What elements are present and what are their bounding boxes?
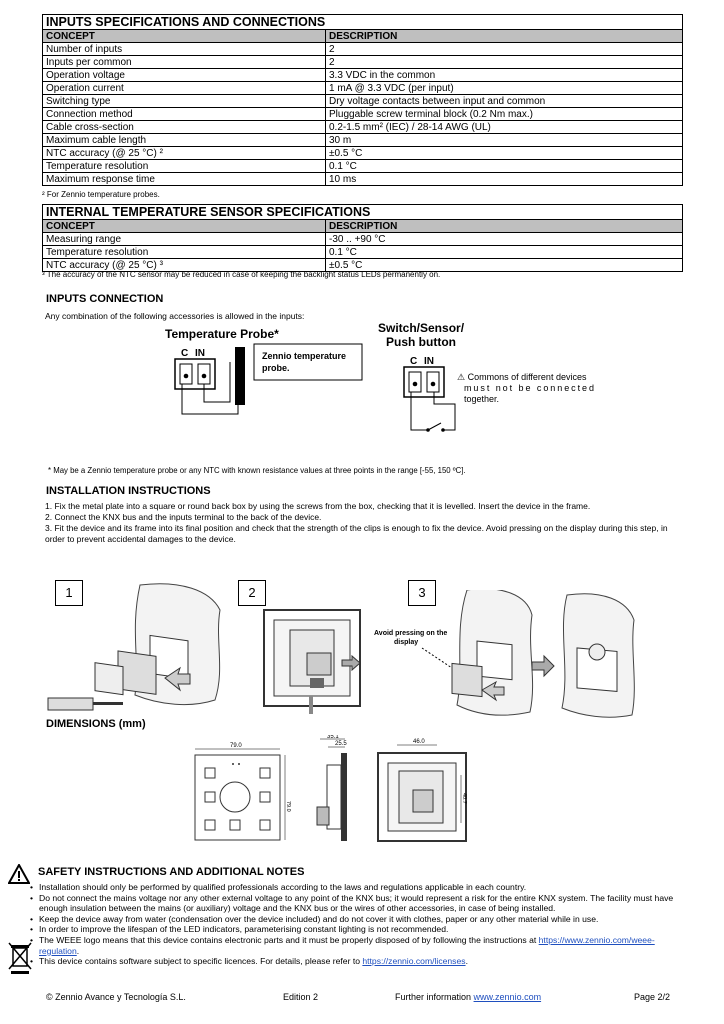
safety-list xyxy=(34,882,688,967)
inputs-connection-heading: INPUTS CONNECTION xyxy=(46,293,164,305)
switch-icon xyxy=(428,423,441,430)
safety-heading: SAFETY INSTRUCTIONS AND ADDITIONAL NOTES xyxy=(38,866,305,878)
dimensions-heading: DIMENSIONS (mm) xyxy=(46,718,146,730)
table-row xyxy=(43,121,683,134)
inputs-connection-intro: Any combination of the following accessories is allowed in the inputs: xyxy=(45,311,305,321)
svg-text:IN: IN xyxy=(424,356,434,367)
cell: ±0.5 °C xyxy=(326,259,683,272)
inputs-footnote: ² For Zennio temperature probes. xyxy=(42,190,160,199)
back-height: 40.7 xyxy=(461,793,467,804)
side-total: 35.1 xyxy=(327,735,339,740)
installation-step-3: 3. Fit the device and its frame into its final position and check that the strength of the clips is enough to fix the device. Avoid pressing on the display during this step, in order to prevent accidental damages to the device. xyxy=(45,523,668,544)
probe-title: Temperature Probe* xyxy=(165,327,279,341)
list-item: • This device contains software subject to specific licences. For details, please refer to https://zennio.com/licenses. xyxy=(34,956,688,967)
probe-box-line1: Zennio temperature xyxy=(262,351,347,361)
cell: Inputs per common xyxy=(43,56,326,69)
arrow-icon xyxy=(532,656,554,676)
weee-text: The WEEE logo means that this device contains electronic parts and it must be properly disposed of by following the instructions at xyxy=(39,934,537,945)
inputs-spec-table xyxy=(42,14,683,186)
list-item: • Keep the device away from water (condensation over the device included) and do not cover it with clothes, paper or any other material while in use. xyxy=(34,914,688,925)
footer-company: © Zennio Avance y Tecnología S.L. xyxy=(46,992,186,1002)
installation-figure-3 xyxy=(372,590,672,730)
installation-heading: INSTALLATION INSTRUCTIONS xyxy=(46,485,211,497)
cell: Temperature resolution xyxy=(43,160,326,173)
table-row xyxy=(43,147,683,160)
weee-link[interactable]: https://www.zennio.com/weee-regulation xyxy=(39,934,655,956)
wiring-diagram xyxy=(160,322,630,452)
cell: NTC accuracy (@ 25 °C) ³ xyxy=(43,259,326,272)
cell: 30 m xyxy=(326,134,683,147)
cell: Cable cross-section xyxy=(43,121,326,134)
svg-text:C: C xyxy=(410,356,418,367)
footer-further-label: Further information xyxy=(395,992,472,1002)
cell: Connection method xyxy=(43,108,326,121)
licence-text: This device contains software subject to specific licences. For details, please refer to xyxy=(39,956,360,967)
warning-icon xyxy=(8,864,30,884)
weee-bin-icon xyxy=(8,942,32,974)
front-height: 79.0 xyxy=(285,801,291,812)
cell: Temperature resolution xyxy=(43,246,326,259)
avoid-pressing-line2: display xyxy=(394,639,419,646)
table-row xyxy=(43,69,683,82)
dimensions-drawing xyxy=(185,735,485,855)
footer-further xyxy=(395,992,541,1002)
side-view xyxy=(341,753,347,841)
cable-icon xyxy=(309,696,313,714)
table-row xyxy=(43,246,683,259)
cell: 2 xyxy=(326,43,683,56)
table-row xyxy=(43,108,683,121)
sensor-footnote: ³ The accuracy of the NTC sensor may be reduced in case of keeping the backlight status LEDs permanently on. xyxy=(42,270,441,279)
cell: -30 .. +90 °C xyxy=(326,233,683,246)
list-item: • The WEEE logo means that this device contains electronic parts and it must be properly disposed of by following the instructions at https://www.zennio.com/weee-regulation. xyxy=(34,935,688,956)
installation-step-2: 2. Connect the KNX bus and the inputs terminal to the back of the device. xyxy=(45,512,322,522)
figure-number-1: 1 xyxy=(55,580,83,606)
table-row xyxy=(43,82,683,95)
table-row xyxy=(43,134,683,147)
switch-title-line2: Push button xyxy=(386,335,456,349)
screwdriver-icon xyxy=(48,698,93,710)
cell: 0.1 °C xyxy=(326,246,683,259)
licences-link[interactable]: https://zennio.com/licenses xyxy=(362,956,466,967)
footer-website-link[interactable]: www.zennio.com xyxy=(473,992,542,1002)
side-depth: 25.5 xyxy=(335,741,347,747)
cell: Number of inputs xyxy=(43,43,326,56)
cell: Measuring range xyxy=(43,233,326,246)
cell: Switching type xyxy=(43,95,326,108)
col-description: DESCRIPTION xyxy=(326,30,683,43)
sensor-spec-title: INTERNAL TEMPERATURE SENSOR SPECIFICATIONS xyxy=(43,205,683,220)
cell: Pluggable screw terminal block (0.2 Nm max.) xyxy=(326,108,683,121)
cell: NTC accuracy (@ 25 °C) ² xyxy=(43,147,326,160)
figure-number-3: 3 xyxy=(408,580,436,606)
cell: Maximum cable length xyxy=(43,134,326,147)
list-item: • In order to improve the lifespan of the LED indicators, parameterising constant lighting is not recommended. xyxy=(34,924,688,935)
table-row xyxy=(43,173,683,186)
cell: 2 xyxy=(326,56,683,69)
avoid-pressing-line1: Avoid pressing on the xyxy=(374,630,448,637)
inputs-connection-footnote: * May be a Zennio temperature probe or any NTC with known resistance values at three points in the range [-55, 150 ºC]. xyxy=(48,466,466,475)
cell: Operation voltage xyxy=(43,69,326,82)
col-concept: CONCEPT xyxy=(43,220,326,233)
installation-figure-2 xyxy=(262,608,367,718)
cell: 0.1 °C xyxy=(326,160,683,173)
warning-line2: must not be connected xyxy=(464,383,594,393)
cell: ±0.5 °C xyxy=(326,147,683,160)
list-item: • Do not connect the mains voltage nor any other external voltage to any point of the KNX bus; it would represent a risk for the entire KNX system. The facility must have enough insulation between the mains (or auxiliary) voltage and the KNX bus or the wires of other accessories, in case of being installed. xyxy=(34,893,688,914)
cell: 3.3 VDC in the common xyxy=(326,69,683,82)
cell: 1 mA @ 3.3 VDC (per input) xyxy=(326,82,683,95)
footer-page: Page 2/2 xyxy=(634,992,671,1002)
table-row xyxy=(43,233,683,246)
cell: 10 ms xyxy=(326,173,683,186)
footer-edition: Edition 2 xyxy=(283,992,319,1002)
cell: Operation current xyxy=(43,82,326,95)
terminal-in-label: IN xyxy=(195,348,205,359)
col-concept: CONCEPT xyxy=(43,30,326,43)
list-item: • Installation should only be performed by qualified professionals according to the laws and regulations applicable in each country. xyxy=(34,882,688,893)
figure-number-2: 2 xyxy=(238,580,266,606)
table-row xyxy=(43,95,683,108)
table-row xyxy=(43,160,683,173)
cell: 0.2-1.5 mm² (IEC) / 28-14 AWG (UL) xyxy=(326,121,683,134)
front-width: 79.0 xyxy=(230,743,242,749)
warning-line3: together. xyxy=(464,394,500,404)
table-row xyxy=(43,43,683,56)
warning-line1: ⚠ Commons of different devices xyxy=(457,372,587,382)
table-row xyxy=(43,56,683,69)
terminal-c-label: C xyxy=(181,348,189,359)
installation-figure-1 xyxy=(40,580,230,725)
back-width: 46.0 xyxy=(413,739,425,745)
switch-title-line1: Switch/Sensor/ xyxy=(378,322,465,335)
cell: Maximum response time xyxy=(43,173,326,186)
inputs-spec-title: INPUTS SPECIFICATIONS AND CONNECTIONS xyxy=(43,15,683,30)
cell: Dry voltage contacts between input and common xyxy=(326,95,683,108)
probe-box-line2: probe. xyxy=(262,363,290,373)
sensor-spec-table xyxy=(42,204,683,272)
probe-icon xyxy=(235,347,245,405)
installation-step-1: 1. Fix the metal plate into a square or round back box by using the screws from the box, checking that it is levelled. Insert the device in the frame. xyxy=(45,501,591,511)
probe-label-box xyxy=(254,344,362,380)
col-description: DESCRIPTION xyxy=(326,220,683,233)
